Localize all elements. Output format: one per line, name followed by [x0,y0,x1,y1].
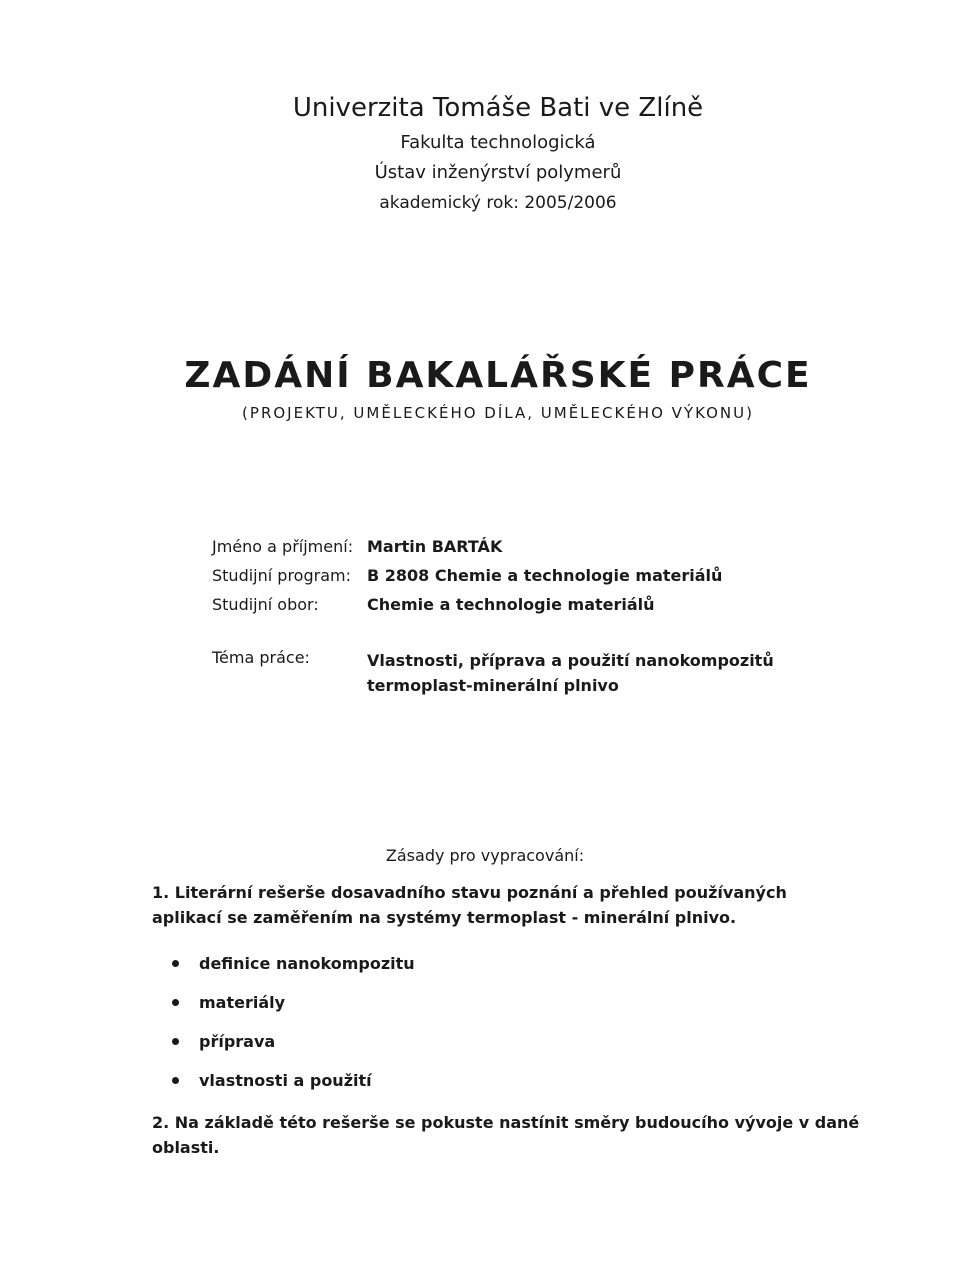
list-item [172,1022,415,1061]
bullet-text: definice nanokompozitu [199,953,415,973]
principle-point-2: 2. Na základě této rešerše se pokuste nastínit směry budoucího vývoje v dané oblasti. [152,1113,860,1157]
topic-line-2: termoplast-minerální plnivo [367,676,619,695]
field-value: Chemie a technologie materiálů [367,595,655,614]
bullet-icon [172,960,179,967]
faculty-name: Fakulta technologická [400,132,596,153]
list-item [172,944,415,983]
field-label: Studijní obor: [212,595,319,614]
name-label: Jméno a příjmení: [212,537,354,556]
university-name: Univerzita Tomáše Bati ve Zlíně [292,93,704,123]
principle-bullet-list [172,944,415,1100]
document-subtitle: (PROJEKTU, UMĚLECKÉHO DÍLA, UMĚLECKÉHO VÝKONU) [242,404,754,422]
institute-name: Ústav inženýrství polymerů [374,162,622,183]
document-header [0,88,960,218]
topic-value [367,648,774,698]
bullet-text: materiály [199,992,286,1012]
title-block [0,352,960,424]
program-value: B 2808 Chemie a technologie materiálů [367,566,723,585]
topic-label: Téma práce: [212,648,310,667]
bullet-text: příprava [199,1031,276,1051]
name-row [212,532,812,561]
topic-line-1: Vlastnosti, příprava a použití nanokompozitů [367,651,774,670]
bullet-text: vlastnosti a použití [199,1070,372,1090]
principle-point-1: 1. Literární rešerše dosavadního stavu poznání a přehled používaných aplikací se zaměřením na systémy termoplast - minerální plnivo. [152,883,787,927]
bullet-icon [172,1038,179,1045]
principles-heading: Zásady pro vypracování: [385,846,585,865]
program-label: Studijní program: [212,566,351,585]
list-item [172,1061,415,1100]
bullet-icon [172,999,179,1006]
list-item [172,983,415,1022]
field-row [212,590,812,619]
name-value: Martin BARTÁK [367,537,503,556]
academic-year: akademický rok: 2005/2006 [379,193,617,213]
document-title: ZADÁNÍ BAKALÁŘSKÉ PRÁCE [184,355,812,396]
program-row [212,561,812,590]
bullet-icon [172,1077,179,1084]
topic-row [212,648,852,698]
student-info [212,532,812,619]
